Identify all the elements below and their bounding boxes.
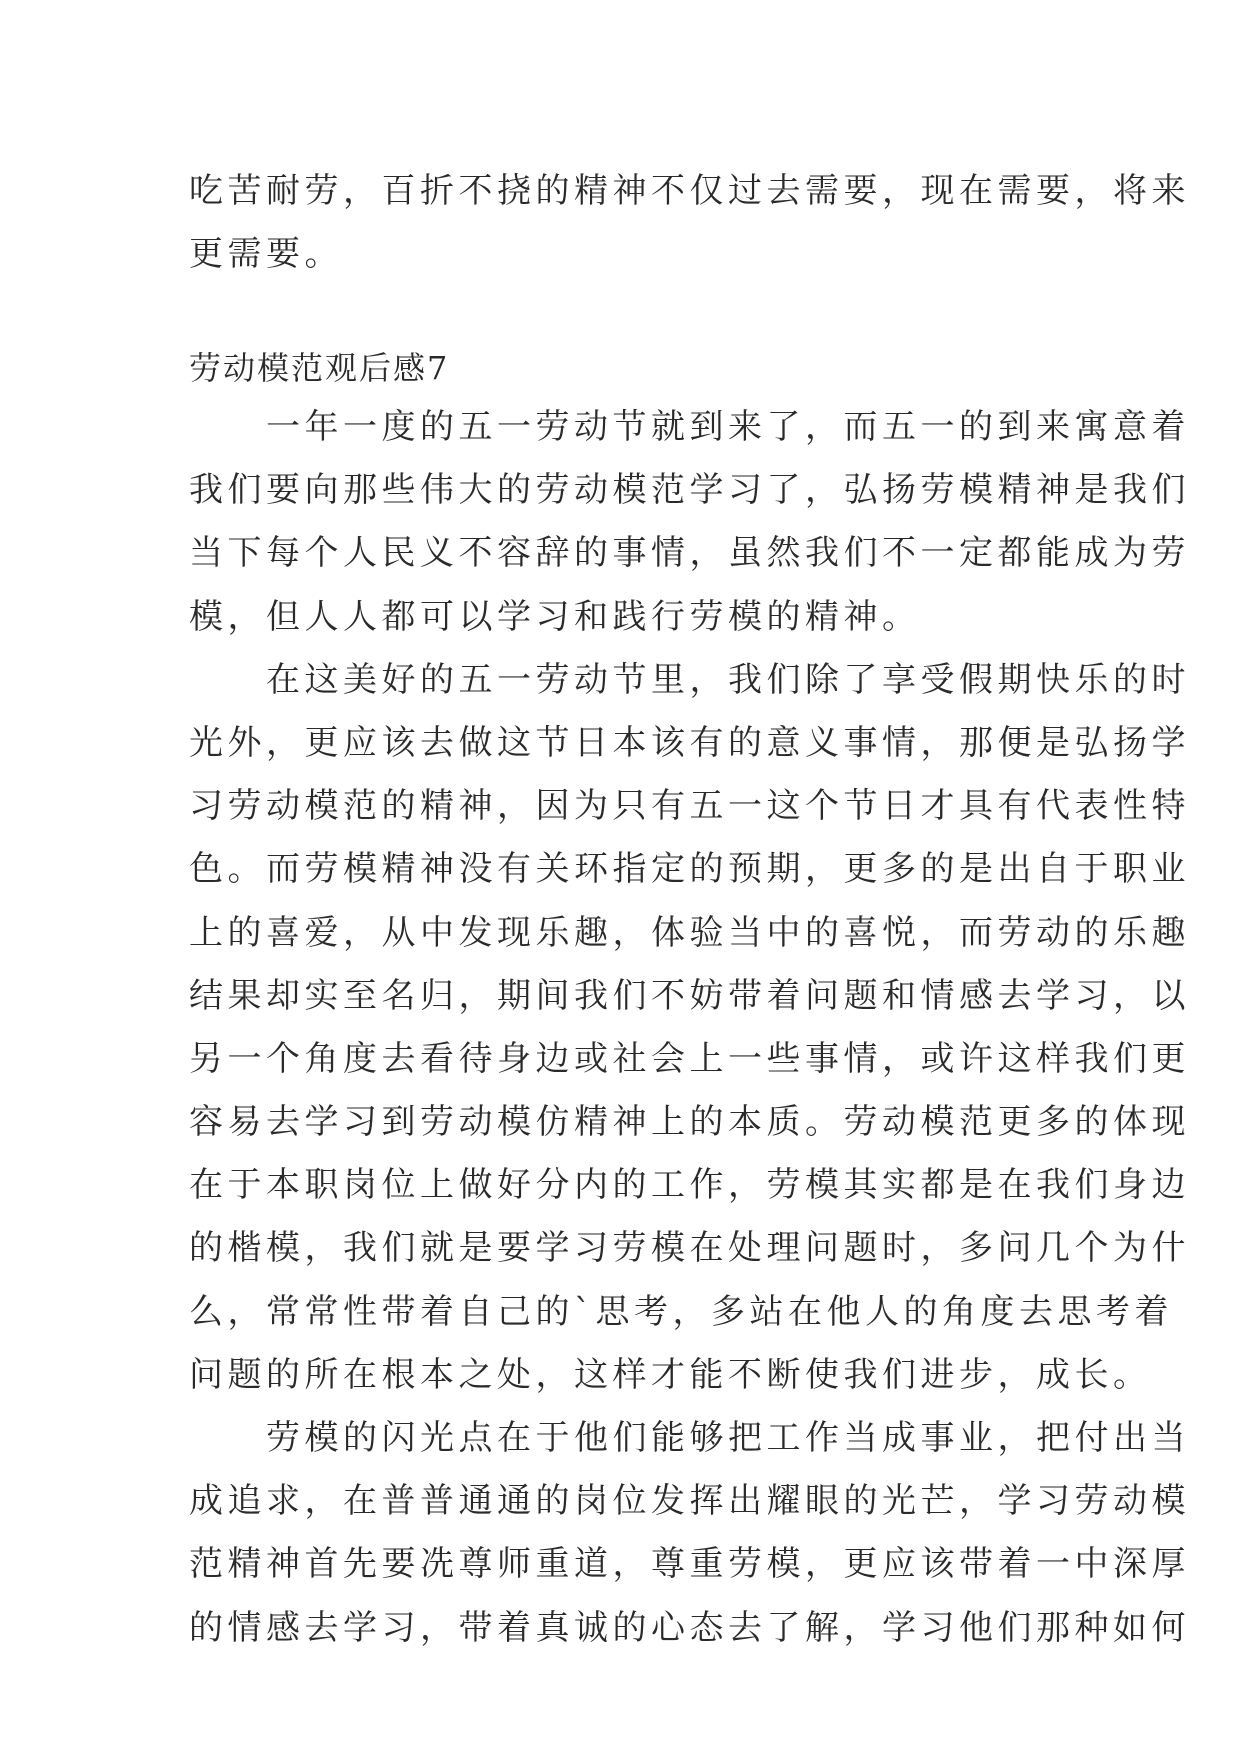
text-line: 范精神首先要冼尊师重道，尊重劳模，更应该带着一中深厚 xyxy=(189,1544,1190,1585)
intro-paragraph xyxy=(189,160,1190,286)
text-line: 另一个角度去看待身边或社会上一些事情，或许这样我们更 xyxy=(189,1038,1190,1079)
text-line: 的楷模，我们就是要学习劳模在处理问题时，多问几个为什 xyxy=(189,1228,1190,1269)
text-line: 结果却实至名归，期间我们不妨带着问题和情感去学习，以 xyxy=(189,975,1190,1016)
text-line: 成追求，在普普通通的岗位发挥出耀眼的光芒，学习劳动模 xyxy=(189,1481,1190,1522)
text-line: 问题的所在根本之处，这样才能不断使我们进步，成长。 xyxy=(189,1354,1152,1395)
text-line: 吃苦耐劳，百折不挠的精神不仅过去需要，现在需要，将来 xyxy=(189,171,1190,211)
text-line: 上的喜爱，从中发现乐趣，体验当中的喜悦，而劳动的乐趣 xyxy=(189,912,1190,953)
text-line: 更需要。 xyxy=(189,234,343,275)
text-line: 在这美好的五一劳动节里，我们除了享受假期快乐的时 xyxy=(189,659,1190,700)
section-title: 劳动模范观后感7 xyxy=(189,349,450,387)
text-line: 一年一度的五一劳动节就到来了，而五一的到来寓意着 xyxy=(189,407,1190,447)
text-line: 劳模的闪光点在于他们能够把工作当成事业，把付出当 xyxy=(189,1418,1190,1458)
text-line: 在于本职岗位上做好分内的工作，劳模其实都是在我们身边 xyxy=(189,1165,1190,1206)
text-line: 我们要向那些伟大的劳动模范学习了，弘扬劳模精神是我们 xyxy=(189,470,1190,511)
body-paragraphs xyxy=(189,396,1190,1660)
text-line: 么，常常性带着自己的`思考，多站在他人的角度去思考着 xyxy=(189,1291,1173,1332)
text-line: 容易去学习到劳动模仿精神上的本质。劳动模范更多的体现 xyxy=(189,1102,1190,1143)
text-line: 的情感去学习，带着真诚的心态去了解，学习他们那种如何 xyxy=(189,1607,1190,1648)
text-line: 模，但人人都可以学习和践行劳模的精神。 xyxy=(189,596,921,637)
text-line: 光外，更应该去做这节日本该有的意义事情，那便是弘扬学 xyxy=(189,722,1190,763)
text-line: 色。而劳模精神没有关环指定的预期，更多的是出自于职业 xyxy=(189,849,1190,890)
text-line: 当下每个人民义不容辞的事情，虽然我们不一定都能成为劳 xyxy=(189,533,1190,574)
text-line: 习劳动模范的精神，因为只有五一这个节日才具有代表性特 xyxy=(189,786,1190,827)
